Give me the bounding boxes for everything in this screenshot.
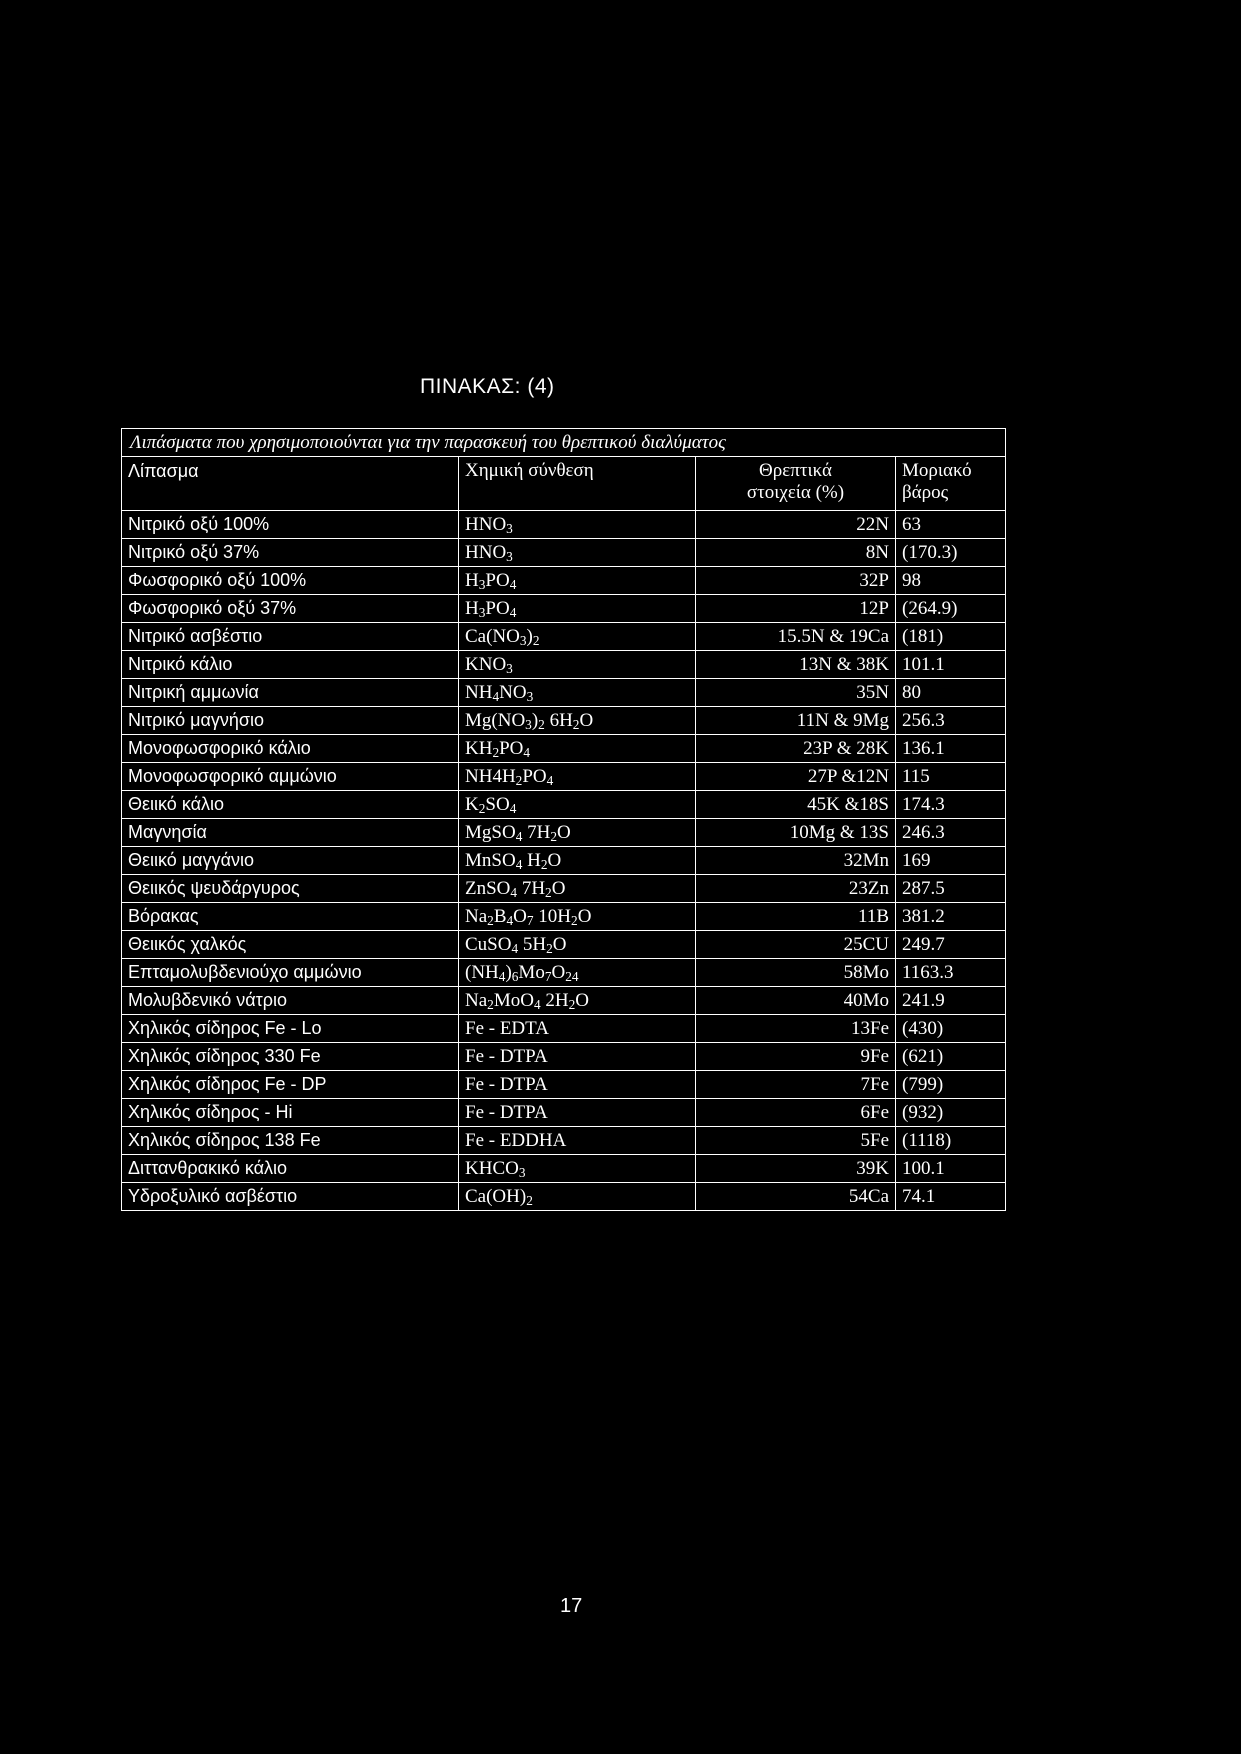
- nutrients-cell: 39K: [696, 1155, 896, 1183]
- nutrients-cell: 7Fe: [696, 1071, 896, 1099]
- nutrients-cell: 23P & 28K: [696, 735, 896, 763]
- header-weight-line2: βάρος: [902, 482, 949, 503]
- fertilizer-name-cell: Χηλικός σίδηρος 330 Fe: [122, 1043, 459, 1071]
- fertilizer-name-cell: Επταμολυβδενιούχο αμμώνιο: [122, 959, 459, 987]
- molecular-weight-cell: 246.3: [896, 819, 1006, 847]
- chemical-formula-cell: Fe - DTPA: [459, 1099, 696, 1127]
- molecular-weight-cell: 381.2: [896, 903, 1006, 931]
- fertilizer-name-cell: Θειικός ψευδάργυρος: [122, 875, 459, 903]
- molecular-weight-cell: (170.3): [896, 539, 1006, 567]
- page-title: ΠΙΝΑΚΑΣ: (4): [420, 375, 555, 398]
- chemical-formula-cell: $Ca(OH)_2$: [459, 1183, 696, 1211]
- fertilizer-name-cell: Νιτρικό μαγνήσιο: [122, 707, 459, 735]
- table-row: [122, 819, 1006, 847]
- fertilizer-name-cell: Νιτρικό οξύ 37%: [122, 539, 459, 567]
- molecular-weight-cell: 80: [896, 679, 1006, 707]
- nutrients-cell: 11B: [696, 903, 896, 931]
- chemical-formula-cell: ZnSO$_4$ $7H_2O$: [459, 875, 696, 903]
- fertilizer-name-cell: Χηλικός σίδηρος Fe - DP: [122, 1071, 459, 1099]
- table-row: [122, 959, 1006, 987]
- chemical-formula-cell: $Na_2MoO_4$ $2H_2O$: [459, 987, 696, 1015]
- table-row: [122, 1155, 1006, 1183]
- table-row: [122, 735, 1006, 763]
- nutrients-cell: 58Mo: [696, 959, 896, 987]
- nutrients-cell: 13N & 38K: [696, 651, 896, 679]
- molecular-weight-cell: (932): [896, 1099, 1006, 1127]
- chemical-formula-cell: Fe - DTPA: [459, 1043, 696, 1071]
- table-row: [122, 679, 1006, 707]
- fertilizer-name-cell: Χηλικός σίδηρος - Hi: [122, 1099, 459, 1127]
- table-row: [122, 1127, 1006, 1155]
- molecular-weight-cell: 74.1: [896, 1183, 1006, 1211]
- fertilizer-name-cell: Χηλικός σίδηρος Fe - Lo: [122, 1015, 459, 1043]
- header-nutrients-line1: Θρεπτικά: [759, 460, 832, 481]
- molecular-weight-cell: 98: [896, 567, 1006, 595]
- table-row: [122, 567, 1006, 595]
- nutrients-cell: 23Zn: [696, 875, 896, 903]
- molecular-weight-cell: 169: [896, 847, 1006, 875]
- fertilizer-name-cell: Νιτρικό οξύ 100%: [122, 511, 459, 539]
- chemical-formula-cell: Fe - DTPA: [459, 1071, 696, 1099]
- chemical-formula-cell: $NH_4NO_3$: [459, 679, 696, 707]
- header-chemical-composition: Χημική σύνθεση: [459, 457, 696, 511]
- chemical-formula-cell: $K_2SO_4$: [459, 791, 696, 819]
- chemical-formula-cell: $NH4H_2PO_4$: [459, 763, 696, 791]
- molecular-weight-cell: (1118): [896, 1127, 1006, 1155]
- table-row: [122, 1015, 1006, 1043]
- molecular-weight-cell: 63: [896, 511, 1006, 539]
- table-header-row: [122, 457, 1006, 511]
- nutrients-cell: 32P: [696, 567, 896, 595]
- fertilizer-table-container: [121, 428, 1005, 1211]
- molecular-weight-cell: 174.3: [896, 791, 1006, 819]
- table-row: [122, 875, 1006, 903]
- table-row: [122, 707, 1006, 735]
- table-row: [122, 903, 1006, 931]
- table-row: [122, 511, 1006, 539]
- table-row: [122, 1183, 1006, 1211]
- table-row: [122, 1071, 1006, 1099]
- fertilizer-name-cell: Υδροξυλικό ασβέστιο: [122, 1183, 459, 1211]
- header-nutrients: [696, 457, 896, 511]
- nutrients-cell: 25CU: [696, 931, 896, 959]
- molecular-weight-cell: 256.3: [896, 707, 1006, 735]
- molecular-weight-cell: 101.1: [896, 651, 1006, 679]
- chemical-formula-cell: $H_3PO_4$: [459, 595, 696, 623]
- header-weight-line1: Μοριακό: [902, 460, 972, 481]
- table-row: [122, 595, 1006, 623]
- table-row: [122, 539, 1006, 567]
- chemical-formula-cell: $Ca(NO_3)_2$: [459, 623, 696, 651]
- fertilizer-name-cell: Βόρακας: [122, 903, 459, 931]
- fertilizer-name-cell: Νιτρική αμμωνία: [122, 679, 459, 707]
- header-nutrients-line2: στοιχεία (%): [746, 482, 845, 503]
- molecular-weight-cell: 249.7: [896, 931, 1006, 959]
- nutrients-cell: 15.5N & 19Ca: [696, 623, 896, 651]
- fertilizer-name-cell: Μολυβδενικό νάτριο: [122, 987, 459, 1015]
- table-row: [122, 847, 1006, 875]
- chemical-formula-cell: MnSO$_4$ $H_2O$: [459, 847, 696, 875]
- chemical-formula-cell: CuSO$_4$ $5H_2O$: [459, 931, 696, 959]
- molecular-weight-cell: 115: [896, 763, 1006, 791]
- chemical-formula-cell: $H_3PO_4$: [459, 567, 696, 595]
- fertilizer-name-cell: Χηλικός σίδηρος 138 Fe: [122, 1127, 459, 1155]
- fertilizer-name-cell: Νιτρικό κάλιο: [122, 651, 459, 679]
- table-caption-row: [122, 429, 1006, 457]
- chemical-formula-cell: Fe - EDTA: [459, 1015, 696, 1043]
- nutrients-cell: 13Fe: [696, 1015, 896, 1043]
- fertilizer-name-cell: Φωσφορικό οξύ 37%: [122, 595, 459, 623]
- nutrients-cell: 27P &12N: [696, 763, 896, 791]
- chemical-formula-cell: $KNO_3$: [459, 651, 696, 679]
- nutrients-cell: 35N: [696, 679, 896, 707]
- chemical-formula-cell: $HNO_3$: [459, 539, 696, 567]
- nutrients-cell: 11N & 9Mg: [696, 707, 896, 735]
- table-row: [122, 931, 1006, 959]
- chemical-formula-cell: $KHCO_3$: [459, 1155, 696, 1183]
- molecular-weight-cell: 100.1: [896, 1155, 1006, 1183]
- molecular-weight-cell: 136.1: [896, 735, 1006, 763]
- header-molecular-weight: [896, 457, 1006, 511]
- fertilizer-name-cell: Θειικό κάλιο: [122, 791, 459, 819]
- chemical-formula-cell: $(NH_4)_6Mo_7O_{24}$: [459, 959, 696, 987]
- fertilizer-name-cell: Μαγνησία: [122, 819, 459, 847]
- table-caption: Λιπάσματα που χρησιμοποιούνται για την παρασκευή του θρεπτικού διαλύματος: [122, 429, 1006, 457]
- chemical-formula-cell: Fe - EDDHA: [459, 1127, 696, 1155]
- molecular-weight-cell: (621): [896, 1043, 1006, 1071]
- molecular-weight-cell: 241.9: [896, 987, 1006, 1015]
- fertilizer-table: [121, 428, 1006, 1211]
- header-fertilizer: Λίπασμα: [122, 457, 459, 511]
- nutrients-cell: 54Ca: [696, 1183, 896, 1211]
- molecular-weight-cell: (181): [896, 623, 1006, 651]
- fertilizer-table-body: [122, 429, 1006, 1211]
- fertilizer-name-cell: Θειικό μαγγάνιο: [122, 847, 459, 875]
- molecular-weight-cell: (430): [896, 1015, 1006, 1043]
- table-row: [122, 623, 1006, 651]
- table-row: [122, 1043, 1006, 1071]
- page-number: 17: [560, 1595, 583, 1617]
- molecular-weight-cell: (799): [896, 1071, 1006, 1099]
- fertilizer-name-cell: Θειικός χαλκός: [122, 931, 459, 959]
- nutrients-cell: 6Fe: [696, 1099, 896, 1127]
- fertilizer-name-cell: Μονοφωσφορικό κάλιο: [122, 735, 459, 763]
- nutrients-cell: 12P: [696, 595, 896, 623]
- nutrients-cell: 10Mg & 13S: [696, 819, 896, 847]
- table-row: [122, 791, 1006, 819]
- fertilizer-name-cell: Φωσφορικό οξύ 100%: [122, 567, 459, 595]
- table-row: [122, 987, 1006, 1015]
- molecular-weight-cell: (264.9): [896, 595, 1006, 623]
- chemical-formula-cell: $HNO_3$: [459, 511, 696, 539]
- nutrients-cell: 8N: [696, 539, 896, 567]
- nutrients-cell: 45K &18S: [696, 791, 896, 819]
- chemical-formula-cell: MgSO$_4$ $7H_2O$: [459, 819, 696, 847]
- nutrients-cell: 40Mo: [696, 987, 896, 1015]
- nutrients-cell: 5Fe: [696, 1127, 896, 1155]
- molecular-weight-cell: 1163.3: [896, 959, 1006, 987]
- chemical-formula-cell: $Mg(NO_3)_2$ $6H_2O$: [459, 707, 696, 735]
- table-row: [122, 1099, 1006, 1127]
- fertilizer-name-cell: Νιτρικό ασβέστιο: [122, 623, 459, 651]
- fertilizer-name-cell: Διττανθρακικό κάλιο: [122, 1155, 459, 1183]
- chemical-formula-cell: $Na_2B_4O_7$ $10H_2O$: [459, 903, 696, 931]
- chemical-formula-cell: $KH_2PO_4$: [459, 735, 696, 763]
- fertilizer-name-cell: Μονοφωσφορικό αμμώνιο: [122, 763, 459, 791]
- table-row: [122, 651, 1006, 679]
- nutrients-cell: 9Fe: [696, 1043, 896, 1071]
- nutrients-cell: 32Mn: [696, 847, 896, 875]
- nutrients-cell: 22N: [696, 511, 896, 539]
- molecular-weight-cell: 287.5: [896, 875, 1006, 903]
- table-row: [122, 763, 1006, 791]
